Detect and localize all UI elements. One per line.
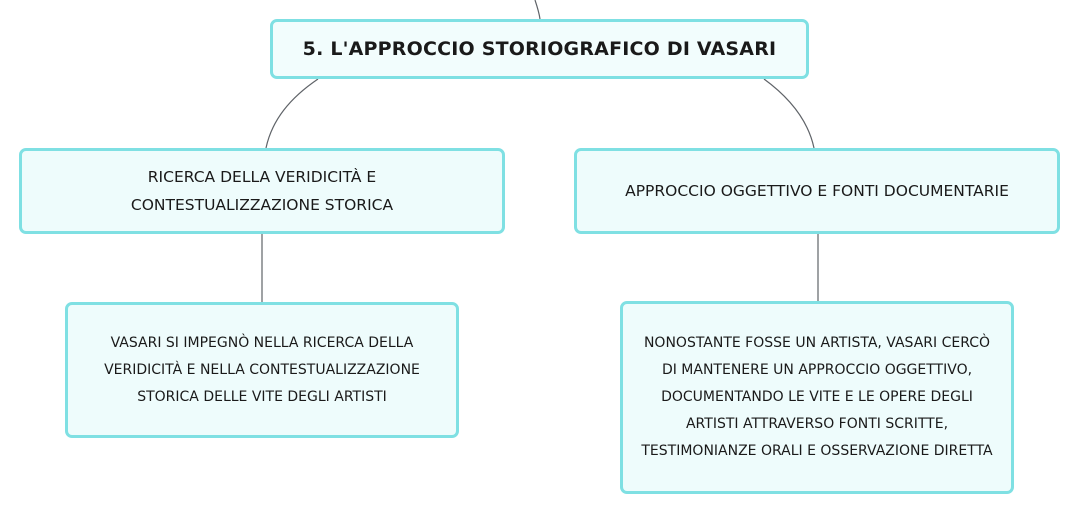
leaf-node-approccio-oggettivo-detail[interactable] [620, 301, 1014, 494]
leaf-label-veridicita-detail: VASARI SI IMPEGNÒ NELLA RICERCA DELLA VERIDICITÀ E NELLA CONTESTUALIZZAZIONE STORICA DELLE VITE DEGLI ARTISTI [104, 334, 420, 405]
leaf-label-approccio-oggettivo-detail: NONOSTANTE FOSSE UN ARTISTA, VASARI CERCÒ DI MANTENERE UN APPROCCIO OGGETTIVO, DOCUMENTANDO LE VITE E LE OPERE DEGLI ARTISTI ATTRAVERSO FONTI SCRITTE, TESTIMONIANZE ORALI E OSSERVAZIONE DIRETTA [641, 335, 993, 459]
branch-node-approccio-oggettivo[interactable] [574, 148, 1060, 234]
root-topic-label: 5. L'APPROCCIO STORIOGRAFICO DI VASARI [302, 38, 777, 60]
connector-root-to-right [764, 79, 814, 148]
connector-root-to-left [266, 79, 318, 148]
branch-node-veridicita[interactable] [19, 148, 505, 234]
connector-parent-to-root [535, 0, 540, 19]
leaf-node-veridicita-detail[interactable] [65, 302, 459, 438]
branch-label-veridicita: RICERCA DELLA VERIDICITÀ E CONTESTUALIZZAZIONE STORICA [130, 168, 394, 214]
branch-label-approccio-oggettivo: APPROCCIO OGGETTIVO E FONTI DOCUMENTARIE [625, 182, 1009, 200]
root-topic-node[interactable] [270, 19, 809, 79]
